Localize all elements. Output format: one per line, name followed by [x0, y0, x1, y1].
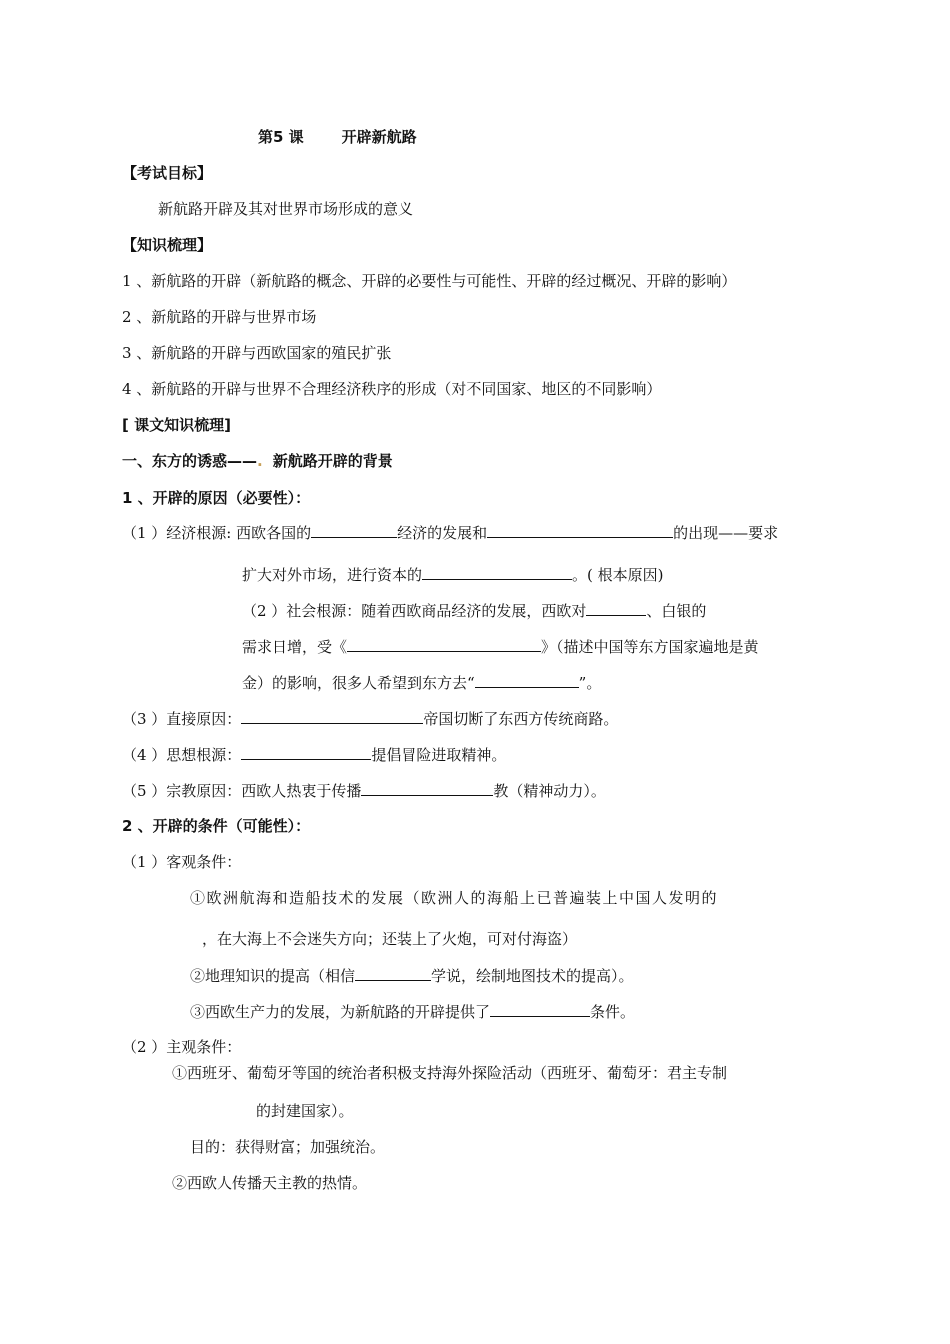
exam-goal-heading: 【考试目标】	[122, 164, 213, 182]
answer-blank[interactable]	[422, 564, 572, 580]
condition-1-line2: ，在大海上不会迷失方向；还装上了火炮，可对付海盗）	[202, 930, 578, 948]
conditions-heading: 2 、开辟的条件（可能性）：	[122, 817, 311, 835]
condition-1-line1: ①欧洲航海和造船技术的发展（欧洲人的海船上已普遍装上中国人发明的	[190, 889, 719, 907]
answer-blank[interactable]	[355, 965, 431, 981]
subjective-conditions: （2 ）主观条件：	[122, 1038, 242, 1056]
condition-3: ③西欧生产力的发展，为新航路的开辟提供了 条件。	[190, 1003, 636, 1021]
reason-religion: （5 ）宗教原因：西欧人热衷于传播 教（精神动力）。	[122, 782, 606, 800]
knowledge-item: 3 、新航路的开辟与西欧国家的殖民扩张	[122, 344, 392, 362]
subjective-goal: 目的：获得财富；加强统治。	[190, 1138, 386, 1156]
reason-economic-line2: 扩大对外市场，进行资本的 。( 根本原因)	[242, 566, 664, 584]
answer-blank[interactable]	[487, 522, 673, 538]
answer-blank[interactable]	[241, 708, 423, 724]
answer-blank[interactable]	[347, 636, 541, 652]
objective-conditions: （1 ）客观条件：	[122, 853, 242, 871]
subjective-1-line2: 的封建国家）。	[256, 1102, 354, 1120]
reasons-heading: 1 、开辟的原因（必要性）：	[122, 489, 311, 507]
subjective-1-line1: ①西班牙、葡萄牙等国的统治者积极支持海外探险活动（西班牙、葡萄牙：君主专制	[172, 1064, 728, 1082]
page-title	[258, 127, 417, 147]
reason-social-line2: 需求日增，受《 》（描述中国等东方国家遍地是黄	[242, 638, 759, 656]
lesson-name: 开辟新航路	[341, 128, 417, 146]
knowledge-item: 1 、新航路的开辟（新航路的概念、开辟的必要性与可能性、开辟的经过概况、开辟的影响）	[122, 272, 737, 290]
knowledge-item: 4 、新航路的开辟与世界不合理经济秩序的形成（对不同国家、地区的不同影响）	[122, 380, 662, 398]
reason-thought: （4 ）思想根源： 提倡冒险进取精神。	[122, 746, 507, 764]
knowledge-heading: 【知识梳理】	[122, 236, 213, 254]
reason-economic-line1: （1 ）经济根源: 西欧各国的 经济的发展和 的出现——要求	[122, 524, 779, 542]
answer-blank[interactable]	[241, 744, 371, 760]
section-heading: 一、东方的诱惑——. 新航路开辟的背景	[122, 452, 393, 470]
reason-direct: （3 ）直接原因： 帝国切断了东西方传统商路。	[122, 710, 619, 728]
reason-social-line1: （2 ）社会根源：随着西欧商品经济的发展，西欧对 、白银的	[242, 602, 707, 620]
answer-blank[interactable]	[311, 522, 397, 538]
answer-blank[interactable]	[475, 672, 579, 688]
answer-blank[interactable]	[490, 1001, 590, 1017]
subjective-2: ②西欧人传播天主教的热情。	[172, 1174, 368, 1192]
answer-blank[interactable]	[586, 600, 646, 616]
lesson-number: 第5 课	[258, 128, 304, 146]
text-knowledge-heading: [ 课文知识梳理]	[122, 416, 231, 434]
condition-2: ②地理知识的提高（相信 学说，绘制地图技术的提高）。	[190, 967, 634, 985]
knowledge-item: 2 、新航路的开辟与世界市场	[122, 308, 317, 326]
answer-blank[interactable]	[361, 780, 493, 796]
reason-social-line3: 金）的影响，很多人希望到东方去“ ”。	[242, 674, 602, 692]
exam-goal-text: 新航路开辟及其对世界市场形成的意义	[158, 200, 414, 218]
